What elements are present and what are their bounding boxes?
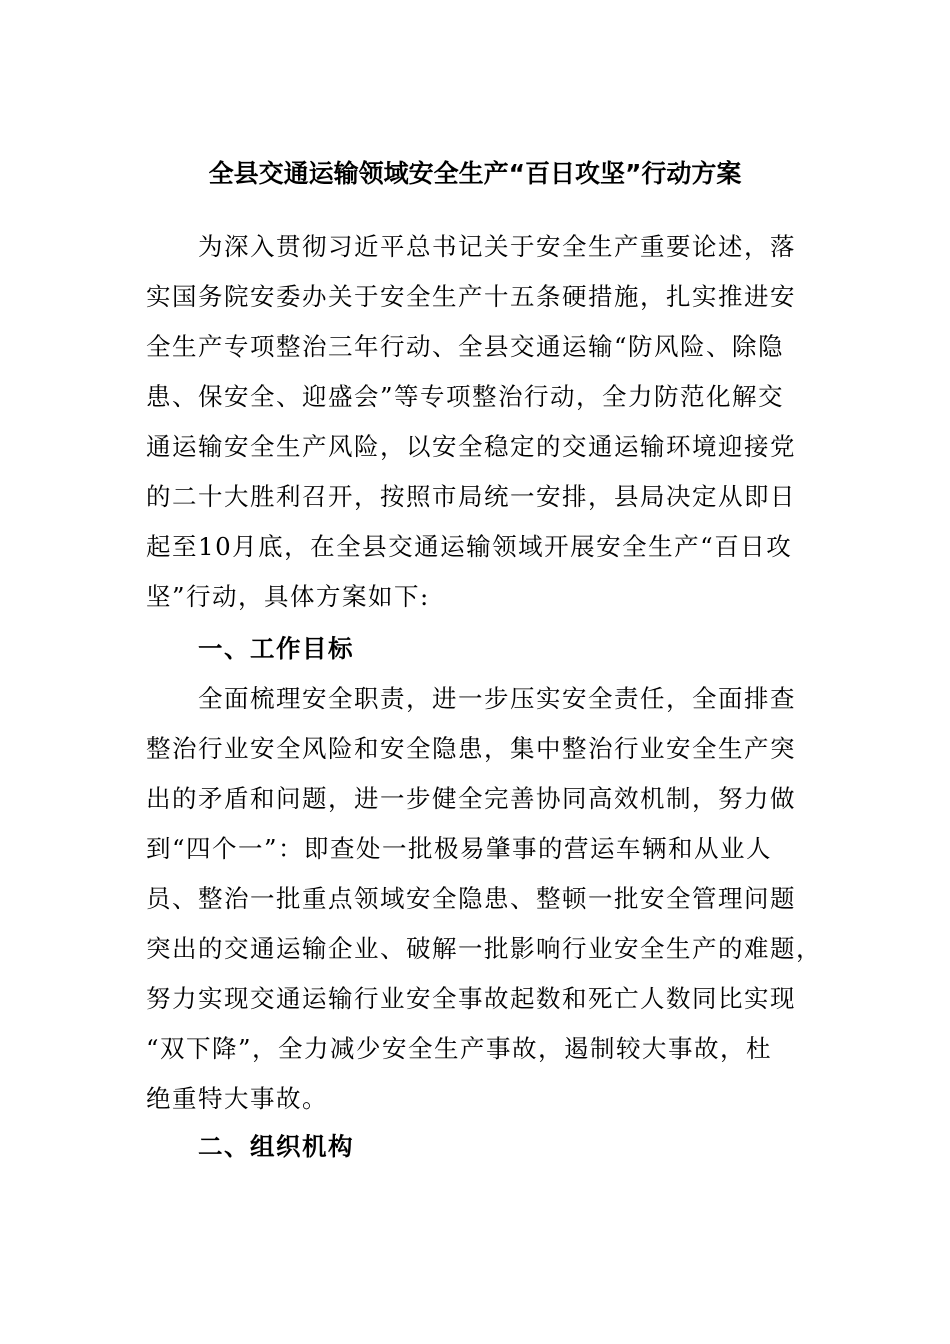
paragraph-line: 通运输安全生产风险，以安全稳定的交通运输环境迎接党 <box>146 432 796 461</box>
paragraph-line: 全面梳理安全职责，进一步压实安全责任，全面排查 <box>198 684 796 713</box>
paragraph-line: 到“四个一”：即查处一批极易肇事的营运车辆和从业人 <box>146 834 773 863</box>
paragraph-line: 起至10月底，在全县交通运输领域开展安全生产“百日攻 <box>146 532 793 561</box>
goals-paragraph <box>146 674 822 1124</box>
paragraph-line: 为深入贯彻习近平总书记关于安全生产重要论述，落 <box>198 232 796 261</box>
paragraph-line: “双下降”，全力减少安全生产事故，遏制较大事故，杜 <box>146 1034 773 1063</box>
paragraph-line: 患、保安全、迎盛会”等专项整治行动，全力防范化解交 <box>146 382 785 411</box>
paragraph-line: 坚”行动，具体方案如下: <box>146 582 430 611</box>
paragraph-line: 全生产专项整治三年行动、全县交通运输“防风险、除隐 <box>146 332 785 361</box>
document-title: 全县交通运输领域安全生产“百日攻坚”行动方案 <box>208 159 742 188</box>
paragraph-line: 努力实现交通运输行业安全事故起数和死亡人数同比实现 <box>146 984 796 1013</box>
section-heading-goals: 一、工作目标 <box>198 634 354 663</box>
intro-paragraph <box>146 222 798 622</box>
paragraph-line: 实国务院安委办关于安全生产十五条硬措施，扎实推进安 <box>146 282 796 311</box>
section-heading-organization: 二、组织机构 <box>198 1132 354 1161</box>
paragraph-line: 的二十大胜利召开，按照市局统一安排，县局决定从即日 <box>146 482 796 511</box>
paragraph-line: 突出的交通运输企业、破解一批影响行业安全生产的难题， <box>146 934 822 963</box>
paragraph-line: 出的矛盾和问题，进一步健全完善协同高效机制，努力做 <box>146 784 796 813</box>
paragraph-line: 整治行业安全风险和安全隐患，集中整治行业安全生产突 <box>146 734 796 763</box>
paragraph-line: 绝重特大事故。 <box>146 1084 328 1113</box>
paragraph-line: 员、整治一批重点领域安全隐患、整顿一批安全管理问题 <box>146 884 796 913</box>
